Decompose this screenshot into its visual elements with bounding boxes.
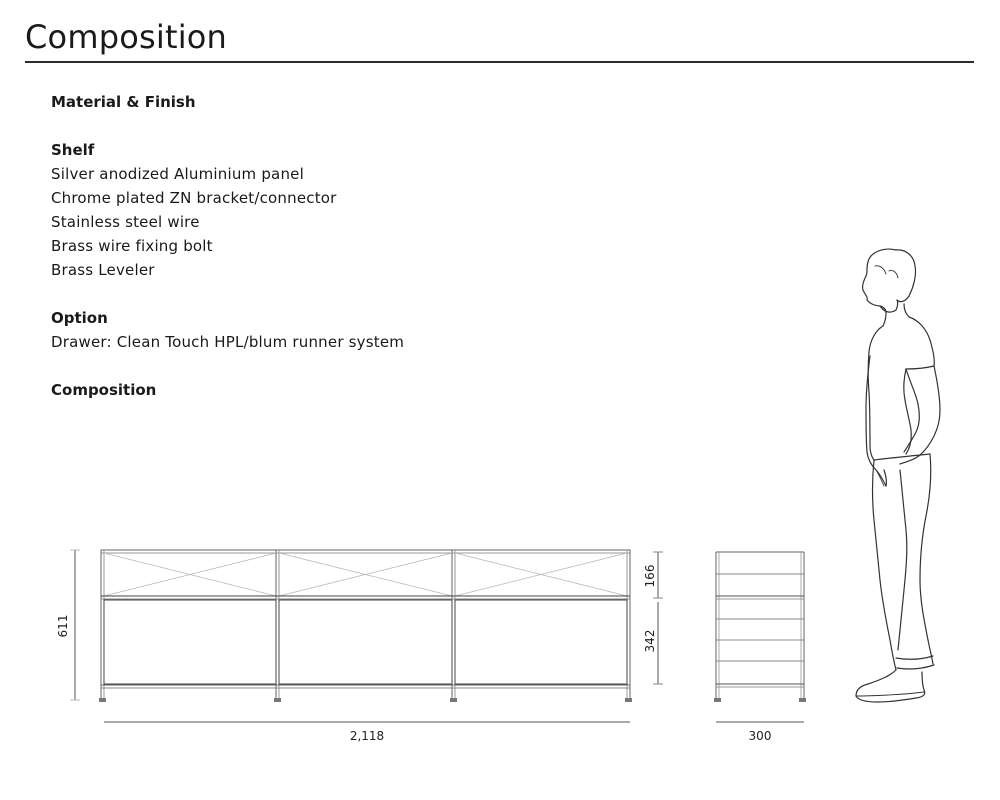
shelf-item: Brass Leveler xyxy=(51,261,155,279)
shelf-heading: Shelf xyxy=(51,141,95,159)
shelf-item: Chrome plated ZN bracket/connector xyxy=(51,189,337,207)
option-item: Drawer: Clean Touch HPL/blum runner system xyxy=(51,333,405,351)
leveler xyxy=(274,698,281,702)
height-dimension xyxy=(70,550,80,700)
shelf-item: Brass wire fixing bolt xyxy=(51,237,213,255)
drawer-panel xyxy=(455,600,627,684)
leveler xyxy=(450,698,457,702)
leveler xyxy=(99,698,106,702)
shelf-item: Silver anodized Aluminium panel xyxy=(51,165,304,183)
option-heading: Option xyxy=(51,309,108,327)
page-title: Composition xyxy=(25,18,228,56)
human-scale-figure xyxy=(856,249,940,702)
side-elevation xyxy=(714,552,806,702)
drawer-panel xyxy=(279,600,452,684)
leveler xyxy=(625,698,632,702)
cross-wire-bracing xyxy=(104,553,627,596)
width-label: 2,118 xyxy=(349,729,385,743)
drawer-panel xyxy=(104,600,276,684)
upper-section-label: 166 xyxy=(643,564,657,588)
material-finish-heading: Material & Finish xyxy=(51,93,196,111)
front-elevation xyxy=(99,550,632,702)
height-label: 611 xyxy=(56,614,70,638)
composition-heading: Composition xyxy=(51,381,157,399)
depth-label: 300 xyxy=(748,729,772,743)
leveler xyxy=(799,698,806,702)
leveler xyxy=(714,698,721,702)
lower-section-label: 342 xyxy=(643,629,657,653)
shelf-item: Stainless steel wire xyxy=(51,213,200,231)
